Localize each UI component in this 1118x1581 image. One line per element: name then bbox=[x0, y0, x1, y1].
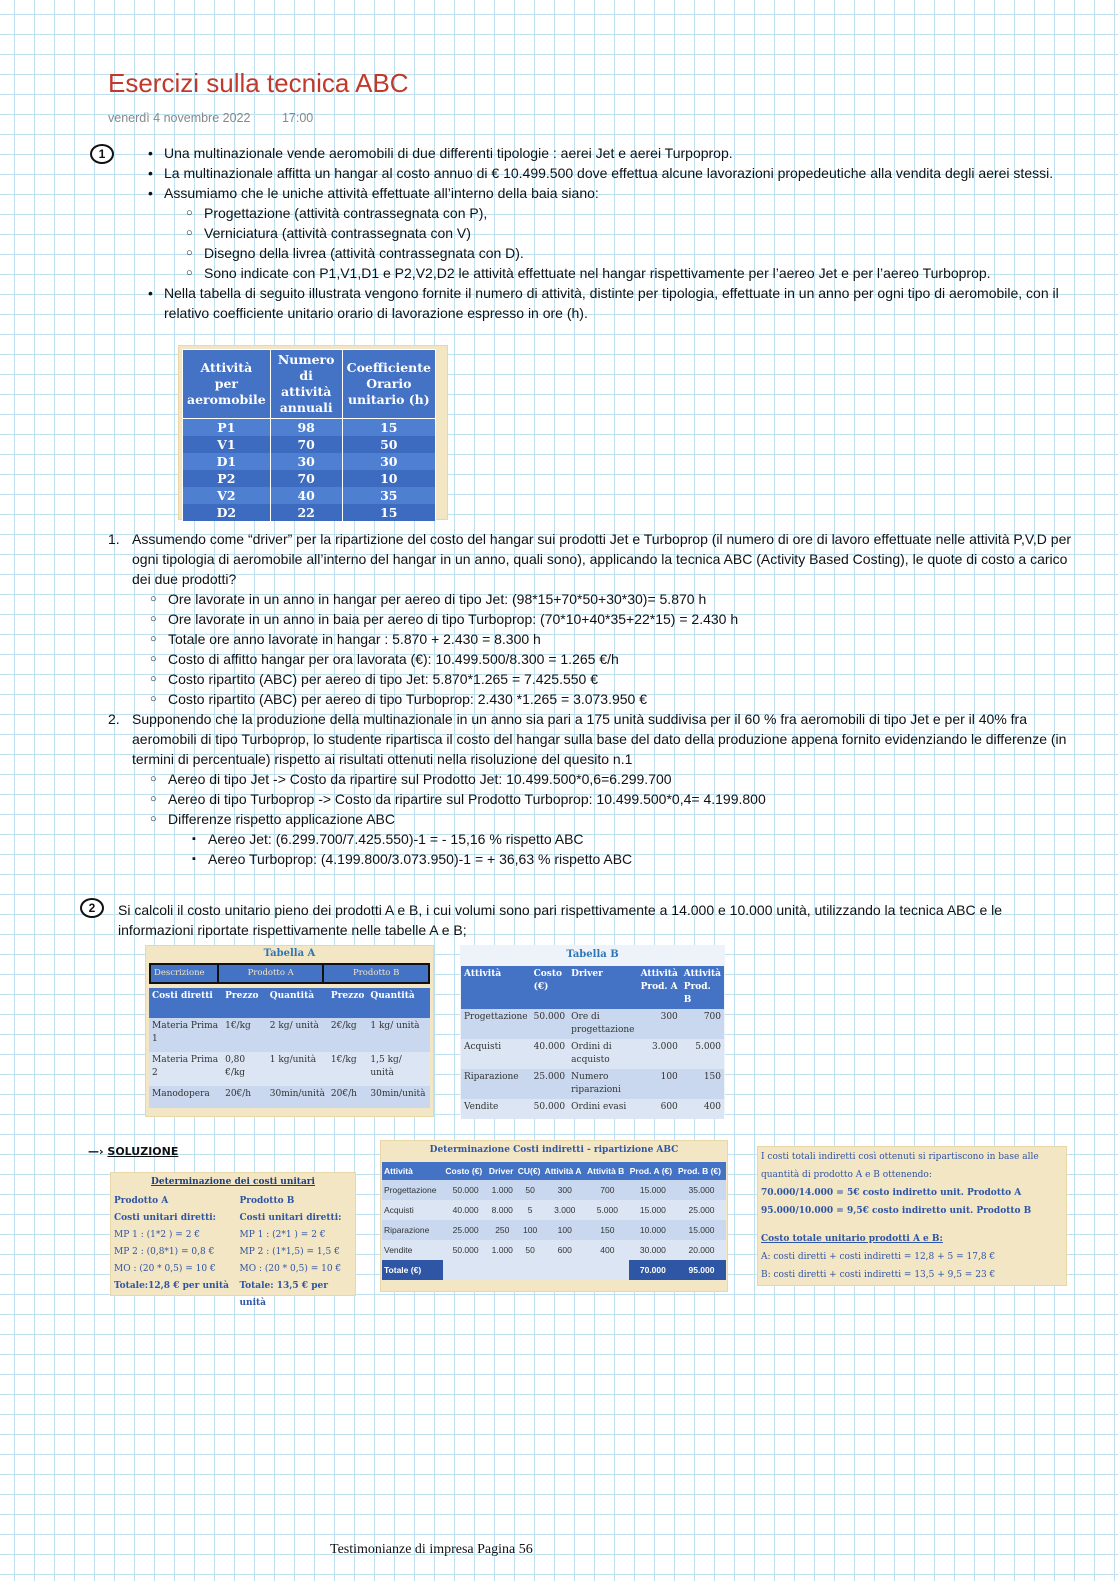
page-footer: Testimonianze di impresa Pagina 56 bbox=[330, 1542, 533, 1557]
table-row: P2 70 10 bbox=[183, 470, 436, 487]
table-row: Acquisti 40.000 Ordini di acquisto 3.000 5.000 bbox=[461, 1039, 724, 1069]
list-item: ▪ Aereo Turboprop: (4.199.800/3.073.950)-1 = + 36,63 % rispetto ABC bbox=[188, 849, 1088, 869]
list-item: • La multinazionale affitta un hangar al costo annuo di € 10.499.500 dove effettua alcune lavorazioni propedeutiche alla vendita degli aerei stessi. bbox=[144, 163, 1104, 183]
list-item: ○ Sono indicate con P1,V1,D1 e P2,V2,D2 le attività effettuate nel hangar rispettivamente per l’aereo Jet e per l’aereo Turboprop. bbox=[184, 263, 1104, 283]
table-row: P1 98 15 bbox=[183, 419, 436, 437]
page-date: venerdì 4 novembre 2022 bbox=[108, 111, 251, 125]
solution-label: —› SOLUZIONE bbox=[88, 1145, 179, 1158]
exercise-1-questions bbox=[108, 529, 1088, 869]
table-row: Manodopera 20€/h 30min/unità 20€/h 30min/unità bbox=[149, 1086, 430, 1108]
activity-table bbox=[182, 349, 436, 521]
exercise-1-intro bbox=[144, 143, 1104, 323]
table-row: Materia Prima 1 1€/kg 2 kg/ unità 2€/kg 1 kg/ unità bbox=[149, 1018, 430, 1052]
arrow-icon: —› bbox=[88, 1145, 104, 1158]
table-header: Coefficiente Orario unitario (h) bbox=[342, 350, 435, 419]
table-row: Riparazione 25.000 250 100 100 150 10.000 15.000 bbox=[382, 1220, 726, 1240]
table-row: Progettazione 50.000 1.000 50 300 700 15.000 35.000 bbox=[382, 1180, 726, 1200]
tabella-a-title: Tabella A bbox=[263, 948, 316, 959]
list-item: ○ Disegno della livrea (attività contrassegnata con D). bbox=[184, 243, 1104, 263]
list-item: ○ Differenze rispetto applicazione ABC ▪ Aereo Jet: (6.299.700/7.425.550)-1 = - 15,16 % rispetto ABC ▪ Aereo Turboprop: (4.199.800/3.073.950)-1 = + 36,63 % rispetto ABC bbox=[148, 809, 1088, 869]
exercise-2-marker: 2 bbox=[80, 898, 104, 918]
table-row: Vendite 50.000 1.000 50 600 400 30.000 20.000 bbox=[382, 1240, 726, 1260]
tabella-a-image bbox=[145, 945, 434, 1117]
product-a-column: Prodotto A Costi unitari diretti: MP 1 : (1*2 ) = 2 € MP 2 : (0,8*1) = 0,8 € MO : (20 * 0,5) = 10 € Totale:12,8 € per unità bbox=[114, 1196, 229, 1291]
table-row: V1 70 50 bbox=[183, 436, 436, 453]
unit-cost-title: Determinazione dei costi unitari bbox=[151, 1177, 315, 1187]
activity-table-image bbox=[178, 345, 448, 520]
tabella-b-image bbox=[460, 945, 725, 1115]
table-cell: Prodotto B bbox=[323, 964, 429, 983]
table-row: Materia Prima 2 0,80 €/kg 1 kg/unità 1€/kg 1,5 kg/ unità bbox=[149, 1052, 430, 1086]
table-row: Progettazione 50.000 Ore di progettazione 300 700 bbox=[461, 1009, 724, 1039]
page-meta bbox=[108, 111, 313, 125]
table-row: Riparazione 25.000 Numero riparazioni 100 150 bbox=[461, 1069, 724, 1099]
page-title: Esercizi sulla tecnica ABC bbox=[108, 68, 409, 98]
list-item: ○ Aereo di tipo Turboprop -> Costo da ripartire sul Prodotto Turboprop: 10.499.500*0,4= 4.199.800 bbox=[148, 789, 1088, 809]
product-b-column: Prodotto B Costi unitari diretti: MP 1 : (2*1 ) = 2 € MP 2 : (1*1,5) = 1,5 € MO : (20 * 0,5) = 10 € Totale: 13,5 € per unità bbox=[239, 1196, 342, 1308]
question-2: 2. Supponendo che la produzione della multinazionale in un anno sia pari a 175 unità suddivisa per il 60 % fra aeromobili di tipo Jet e per il 40% fra aeromobili di tipo Turboprop, lo studente ripartisca il costo del hangar sulla base del dato della produzione appena fornito evidenziando le differenze (in termini di percentuale) rispetto ai risultati ottenuti nella risoluzione del quesito n.1 ○ Aereo di tipo Jet -> Costo da ripartire sul Prodotto Jet: 10.499.500*0,6=6.299.700 ○ Aereo di tipo Turboprop -> Costo da ripartire sul Prodotto Turboprop: 10.499.500*0,4= 4.199.800 ○ Differenze rispetto applicazione ABC ▪ Aereo Jet: (6.299.700/7.425.550)-1 = - 15,16 % rispetto ABC ▪ Aereo Turboprop: (4.199.800/3.073.950)-1 = + 36,63 % rispetto ABC bbox=[108, 709, 1088, 869]
table-row: D1 30 30 bbox=[183, 453, 436, 470]
table-cell: Descrizione bbox=[150, 964, 218, 983]
list-item: ○ Totale ore anno lavorate in hangar : 5.870 + 2.430 = 8.300 h bbox=[148, 629, 1088, 649]
table-header: Numero di attività annuali bbox=[270, 350, 342, 419]
list-item: • Assumiamo che le uniche attività effettuate all’interno della baia siano: ○ Progettazione (attività contrassegnata con P), ○ Verniciatura (attività contrassegnata con V) ○ Disegno della livrea (attività contrassegnata con D). ○ Sono indicate con P1,V1,D1 e P2,V2,D2 le attività effettuate nel hangar rispettivamente per l’aereo Jet e per l’aereo Turboprop. bbox=[144, 183, 1104, 283]
unit-cost-box bbox=[110, 1172, 356, 1308]
exercise-1-marker: 1 bbox=[90, 144, 114, 164]
table-header: Attività per aeromobile bbox=[183, 350, 271, 419]
list-item: ○ Costo ripartito (ABC) per aereo di tipo Turboprop: 2.430 *1.265 = 3.073.950 € bbox=[148, 689, 1088, 709]
indirect-cost-box bbox=[380, 1140, 728, 1292]
table-row: Acquisti 40.000 8.000 5 3.000 5.000 15.000 25.000 bbox=[382, 1200, 726, 1220]
list-item: • Una multinazionale vende aeromobili di due differenti tipologie : aerei Jet e aerei Turpoprop. bbox=[144, 143, 1104, 163]
table-row: D2 22 15 bbox=[183, 504, 436, 521]
list-item: ○ Costo di affitto hangar per ora lavorata (€): 10.499.500/8.300 = 1.265 €/h bbox=[148, 649, 1088, 669]
list-item: ○ Aereo di tipo Jet -> Costo da ripartire sul Prodotto Jet: 10.499.500*0,6=6.299.700 bbox=[148, 769, 1088, 789]
exercise-2-text: Si calcoli il costo unitario pieno dei prodotti A e B, i cui volumi sono pari rispettivamente a 14.000 e 10.000 unità, utilizzando la tecnica ABC e le informazioni riportate rispettivamente nelle tabelle A e B; bbox=[118, 902, 1003, 938]
page-time: 17:00 bbox=[281, 111, 314, 125]
table-row: V2 40 35 bbox=[183, 487, 436, 504]
list-item: ○ Ore lavorate in un anno in hangar per aereo di tipo Jet: (98*15+70*50+30*30)= 5.870 h bbox=[148, 589, 1088, 609]
table-row: Attività Costo (€) Driver Attività Prod. A Attività Prod. B bbox=[461, 966, 724, 1009]
list-item: ○ Costo ripartito (ABC) per aereo di tipo Jet: 5.870*1.265 = 7.425.550 € bbox=[148, 669, 1088, 689]
table-row: Costi diretti Prezzo Quantità Prezzo Quantità bbox=[149, 988, 430, 1018]
table-row: Attività Costo (€) Driver CU(€) Attività A Attività B Prod. A (€) Prod. B (€) bbox=[382, 1162, 726, 1180]
table-row: Totale (€) 70.000 95.000 bbox=[382, 1260, 726, 1280]
indirect-cost-title: Determinazione Costi indiretti - ripartizione ABC bbox=[429, 1145, 679, 1155]
indirect-cost-table bbox=[382, 1162, 726, 1280]
list-item: ○ Ore lavorate in un anno in baia per aereo di tipo Turboprop: (70*10+40*35+22*15) = 2.430 h bbox=[148, 609, 1088, 629]
list-item: ○ Verniciatura (attività contrassegnata con V) bbox=[184, 223, 1104, 243]
tabella-b-title: Tabella B bbox=[566, 949, 619, 960]
question-1: 1. Assumendo come “driver” per la ripartizione del costo del hangar sui prodotti Jet e Turboprop (il numero di ore di lavoro effettuate nelle attività P,V,D per ogni tipologia di aeromobile all’interno del hangar in un anno, quali sono), applicando la tecnica ABC (Activity Based Costing), le quote di costo a carico dei due prodotti? ○ Ore lavorate in un anno in hangar per aereo di tipo Jet: (98*15+70*50+30*30)= 5.870 h ○ Ore lavorate in un anno in baia per aereo di tipo Turboprop: (70*10+40*35+22*15) = 2.430 h ○ Totale ore anno lavorate in hangar : 5.870 + 2.430 = 8.300 h ○ Costo di affitto hangar per ora lavorata (€): 10.499.500/8.300 = 1.265 €/h ○ Costo ripartito (ABC) per aereo di tipo Jet: 5.870*1.265 = 7.425.550 € ○ Costo ripartito (ABC) per aereo di tipo Turboprop: 2.430 *1.265 = 3.073.950 € bbox=[108, 529, 1088, 709]
list-item: ▪ Aereo Jet: (6.299.700/7.425.550)-1 = - 15,16 % rispetto ABC bbox=[188, 829, 1088, 849]
table-row: Vendite 50.000 Ordini evasi 600 400 bbox=[461, 1099, 724, 1119]
solution-notes-box: I costi totali indiretti così ottenuti si ripartiscono in base alle quantità di prodotto A e B ottenendo: 70.000/14.000 = 5€ costo indiretto unit. Prodotto A 95.000/10.000 = 9,5€ costo indiretto unit. Prodotto B Costo totale unitario prodotti A e B: A: costi diretti + costi indiretti = 12,8 + 5 = 17,8 € B: costi diretti + costi indiretti = 13,5 + 9,5 = 23 € bbox=[757, 1146, 1067, 1286]
list-item: • Nella tabella di seguito illustrata vengono fornite il numero di attività, distinte per tipologia, effettuate in un anno per ogni tipo di aeromobile, con il relativo coefficiente unitario orario di lavorazione espresso in ore (h). bbox=[144, 283, 1104, 323]
list-item: ○ Progettazione (attività contrassegnata con P), bbox=[184, 203, 1104, 223]
table-cell: Prodotto A bbox=[218, 964, 323, 983]
